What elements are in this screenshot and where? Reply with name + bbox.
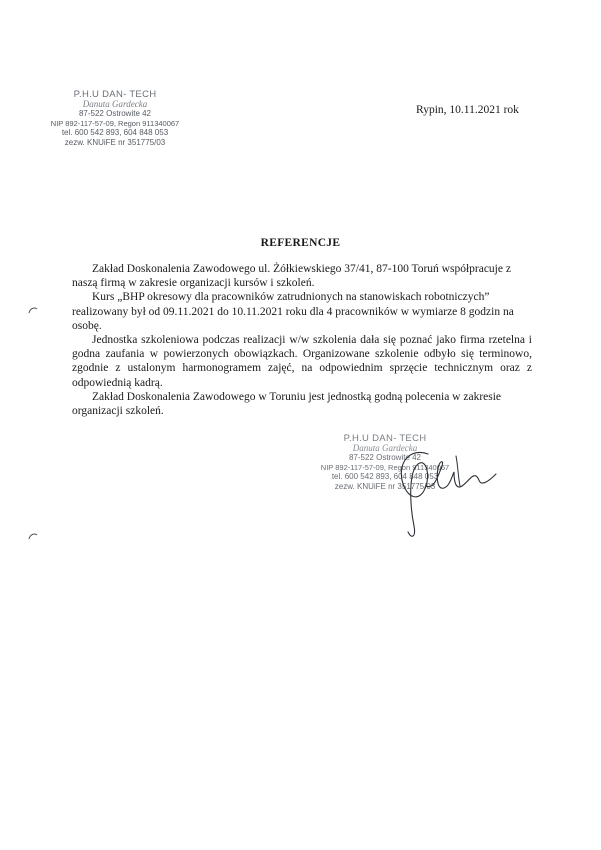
stamp-company-name: P.H.U DAN- TECH [73,89,157,100]
document-title: REFERENCJE [260,237,341,249]
punch-hole-mark [28,532,38,540]
paragraph-course: Kurs „BHP okresowy dla pracowników zatrudnionych na stanowiskach robotniczych” realizowany był od 09.11.2021 do 10.11.2021 roku dla 4 pracowników w wymiarze 8 godzin na osobę. [72,291,514,332]
stamp-license: zezw. KNUiFE nr 351775/03 [334,481,436,491]
stamp-tax-ids: NIP 892-117-57-09, Regon 911340067 [320,462,450,472]
paragraph-evaluation: Jednostka szkoleniowa podczas realizacji w/w szkolenia dała się poznać jako firma rzetelna i godna zaufania w powierzonych obowiązkach. Organizowane szkolenie odbyło się terminowo, zgodnie z ustalonym harmonogramem zajęć, na odpowiednim sprzęcie technicznym oraz z odpowiednią kadrą. [72,334,532,389]
document-date: Rypin, 10.11.2021 rok [416,104,519,116]
stamp-license: zezw. KNUiFE nr 351775/03 [64,137,166,147]
stamp-owner-name: Danuta Gardecka [82,98,148,109]
company-stamp-top [46,90,184,147]
stamp-company-name: P.H.U DAN- TECH [343,433,427,444]
paragraph-cooperation: Zakład Doskonalenia Zawodowego ul. Żółkiewskiego 37/41, 87-100 Toruń współpracuje z naszą firmą w zakresie organizacji kursów i szkoleń. [72,263,511,290]
stamp-owner-name: Danuta Gardecka [352,442,418,453]
stamp-address: 87-522 Ostrowite 42 [78,109,152,118]
handwritten-signature [368,446,498,542]
stamp-tax-ids: NIP 892-117-57-09, Regon 911340067 [50,118,180,128]
document-body [72,262,532,418]
stamp-address: 87-522 Ostrowite 42 [348,453,422,462]
stamp-phone: tel. 600 542 893, 604 848 053 [61,128,169,137]
punch-hole-mark [28,306,38,314]
stamp-phone: tel. 600 542 893, 604 848 053 [331,472,439,481]
paragraph-recommendation: Zakład Doskonalenia Zawodowego w Toruniu jest jednostką godną polecenia w zakresie organizacji szkoleń. [72,390,502,418]
